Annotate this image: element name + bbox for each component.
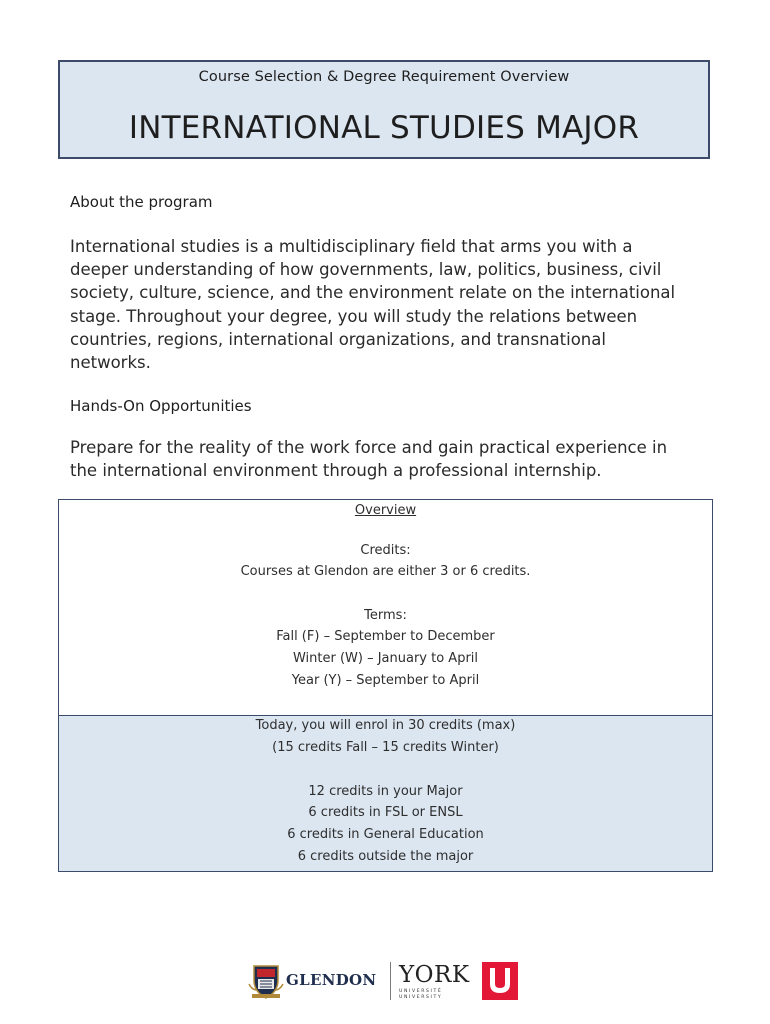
- york-university-label: UNIVERSITY: [399, 994, 443, 1000]
- term-item: Fall (F) – September to December: [276, 629, 495, 644]
- about-line: deeper understanding of how governments, law, politics, business, civil: [70, 260, 662, 280]
- requirement-item: 6 credits in FSL or ENSL: [308, 805, 463, 820]
- york-wordmark: YORK: [399, 962, 470, 988]
- requirement-item: 6 credits in General Education: [287, 827, 484, 842]
- hands-on-line: the international environment through a professional internship.: [70, 461, 602, 481]
- hands-on-paragraph: [70, 436, 700, 482]
- document-title: INTERNATIONAL STUDIES MAJOR: [128, 110, 640, 146]
- enrol-line: (15 credits Fall – 15 credits Winter): [272, 740, 499, 755]
- document-subtitle: Course Selection & Degree Requirement Overview: [198, 69, 570, 85]
- credits-text: Courses at Glendon are either 3 or 6 credits.: [240, 564, 531, 579]
- requirement-item: 6 credits outside the major: [297, 849, 474, 864]
- hands-on-line: Prepare for the reality of the work force and gain practical experience in: [70, 438, 668, 457]
- overview-info-section: [59, 500, 712, 715]
- about-line: networks.: [70, 353, 151, 373]
- about-paragraph: [70, 235, 700, 374]
- glendon-wordmark: GLENDON: [286, 971, 377, 989]
- about-heading: About the program: [70, 193, 213, 211]
- york-university-text: [399, 989, 442, 1000]
- terms-label: Terms:: [364, 608, 407, 623]
- enrol-line: Today, you will enrol in 30 credits (max): [255, 718, 516, 733]
- overview-heading: Overview: [354, 503, 417, 518]
- york-u-logo-icon: [482, 962, 518, 1000]
- about-line: International studies is a multidisciplinary field that arms you with a: [70, 237, 633, 256]
- overview-credits-section: [59, 715, 712, 871]
- glendon-crest-icon: [248, 960, 284, 1000]
- about-line: countries, regions, international organizations, and transnational: [70, 329, 606, 349]
- overview-box: [58, 499, 713, 872]
- credits-label: Credits:: [360, 543, 411, 558]
- requirement-item: 12 credits in your Major: [308, 784, 463, 799]
- term-item: Winter (W) – January to April: [292, 651, 479, 666]
- about-line: society, culture, science, and the environment relate on the international: [70, 283, 676, 303]
- about-line: stage. Throughout your degree, you will study the relations between: [70, 306, 638, 326]
- term-item: Year (Y) – September to April: [291, 673, 480, 688]
- footer-logos: [246, 958, 526, 1004]
- title-box: [58, 60, 710, 159]
- york-universite-label: UNIVERSITÉ: [399, 989, 443, 994]
- logo-divider: [390, 962, 391, 1000]
- hands-on-heading: Hands-On Opportunities: [70, 397, 252, 415]
